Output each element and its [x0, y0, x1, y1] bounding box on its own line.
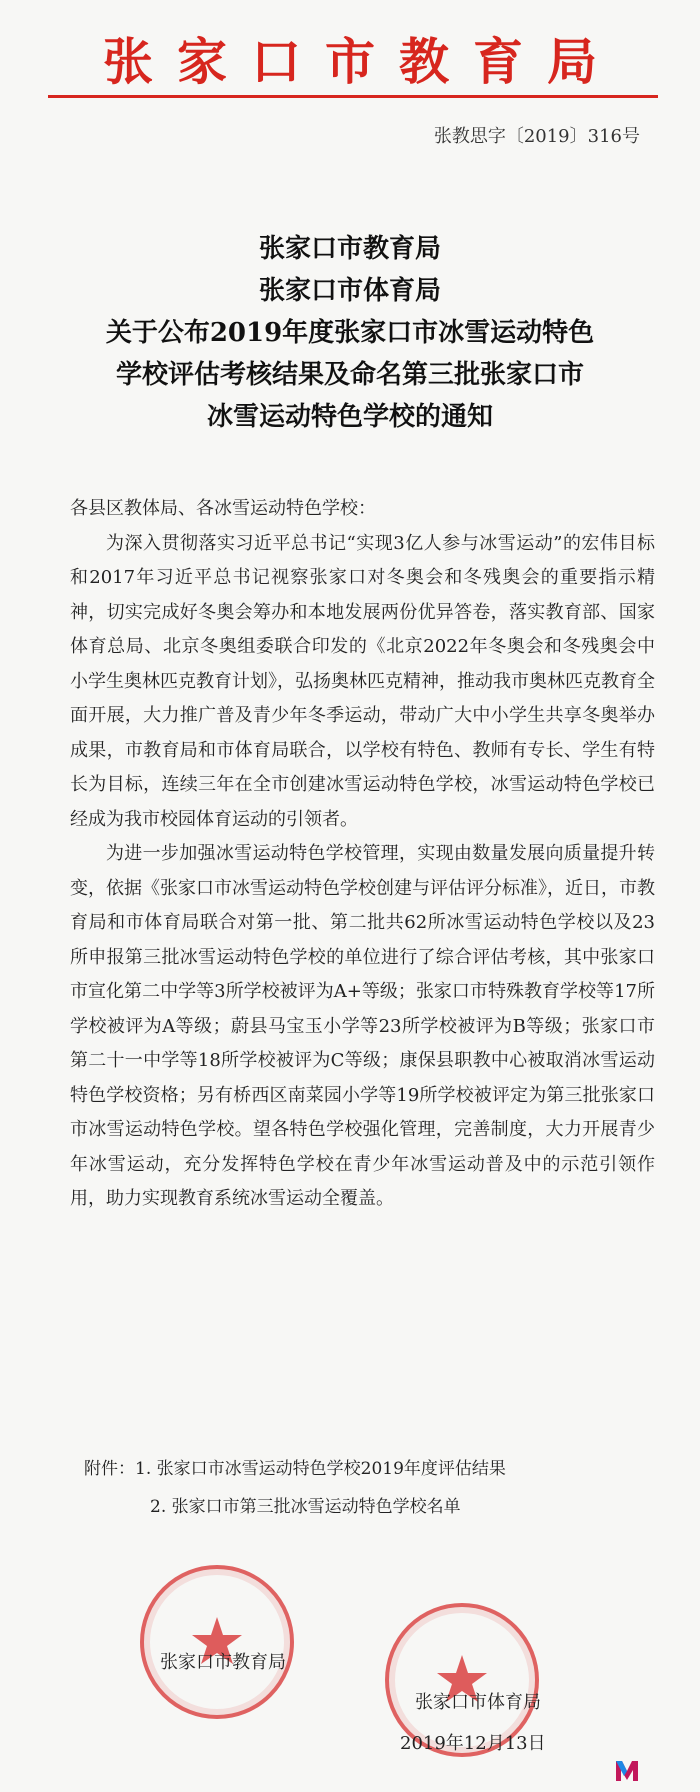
- title-line-2: 学校评估考核结果及命名第三批张家口市: [115, 360, 584, 390]
- salutation: 各县区教体局、各冰雪运动特色学校：: [70, 498, 376, 519]
- issuer-line-2: 张家口市体育局: [258, 276, 441, 306]
- letterhead-rule: [48, 95, 658, 98]
- m-logo-icon: [614, 1757, 640, 1783]
- document-number: 张教思字〔2019〕316号: [433, 126, 640, 147]
- title-line-1: 关于公布2019年度张家口市冰雪运动特色: [105, 318, 595, 348]
- attachments-list: [84, 1450, 506, 1526]
- title-line-3: 冰雪运动特色学校的通知: [206, 402, 493, 432]
- signer-sports-bureau: 张家口市体育局: [415, 1692, 541, 1713]
- attachment-item-1: 附件：1. 张家口市冰雪运动特色学校2019年度评估结果: [84, 1459, 506, 1479]
- issuer-line-1: 张家口市教育局: [258, 234, 441, 264]
- body-paragraph-2: 为进一步加强冰雪运动特色学校管理，实现由数量发展向质量提升转变，依据《张家口市冰雪运动特色学校创建与评估评分标准》，近日，市教育局和市体育局联合对第一批、第二批共62所冰雪运动特色学校以及23所申报第三批冰雪运动特色学校的单位进行了综合评估考核，其中张家口市宣化第二中学等3所学校被评为A+等级；张家口市特殊教育学校等17所学校被评为A等级；蔚县马宝玉小学等23所学校被评为B等级；张家口市第二十一中学等18所学校被评为C等级；康保县职教中心被取消冰雪运动特色学校资格；另有桥西区南菜园小学等19所学校被评定为第三批张家口市冰雪运动特色学校。望各特色学校强化管理，完善制度，大力开展青少年冰雪运动，充分发挥特色学校在青少年冰雪运动普及中的示范引领作用，助力实现教育系统冰雪运动全覆盖。: [70, 843, 655, 1209]
- attachment-item-2: 2. 张家口市第三批冰雪运动特色学校名单: [150, 1497, 461, 1517]
- notice-body: [70, 492, 655, 1217]
- official-seal-1: [140, 1565, 294, 1719]
- letterhead-title: 张家口市教育局: [103, 32, 621, 91]
- notice-title-block: [40, 228, 660, 438]
- body-paragraph-1: 为深入贯彻落实习近平总书记“实现3亿人参与冰雪运动”的宏伟目标和2017年习近平总书记视察张家口对冬奥会和冬残奥会的重要指示精神，切实完成好冬奥会筹办和本地发展两份优异答卷，落实教育部、国家体育总局、北京冬奥组委联合印发的《北京2022年冬奥会和冬残奥会中小学生奥林匹克教育计划》，弘扬奥林匹克精神，推动我市奥林匹克教育全面开展，大力推广普及青少年冬季运动，带动广大中小学生共享冬奥举办成果，市教育局和市体育局联合，以学校有特色、教师有专长、学生有特长为目标，连续三年在全市创建冰雪运动特色学校，冰雪运动特色学校已经成为我市校园体育运动的引领者。: [70, 532, 655, 830]
- issue-date: 2019年12月13日: [400, 1733, 546, 1754]
- attachments-label: 附件：: [84, 1459, 135, 1479]
- signer-education-bureau: 张家口市教育局: [160, 1652, 286, 1673]
